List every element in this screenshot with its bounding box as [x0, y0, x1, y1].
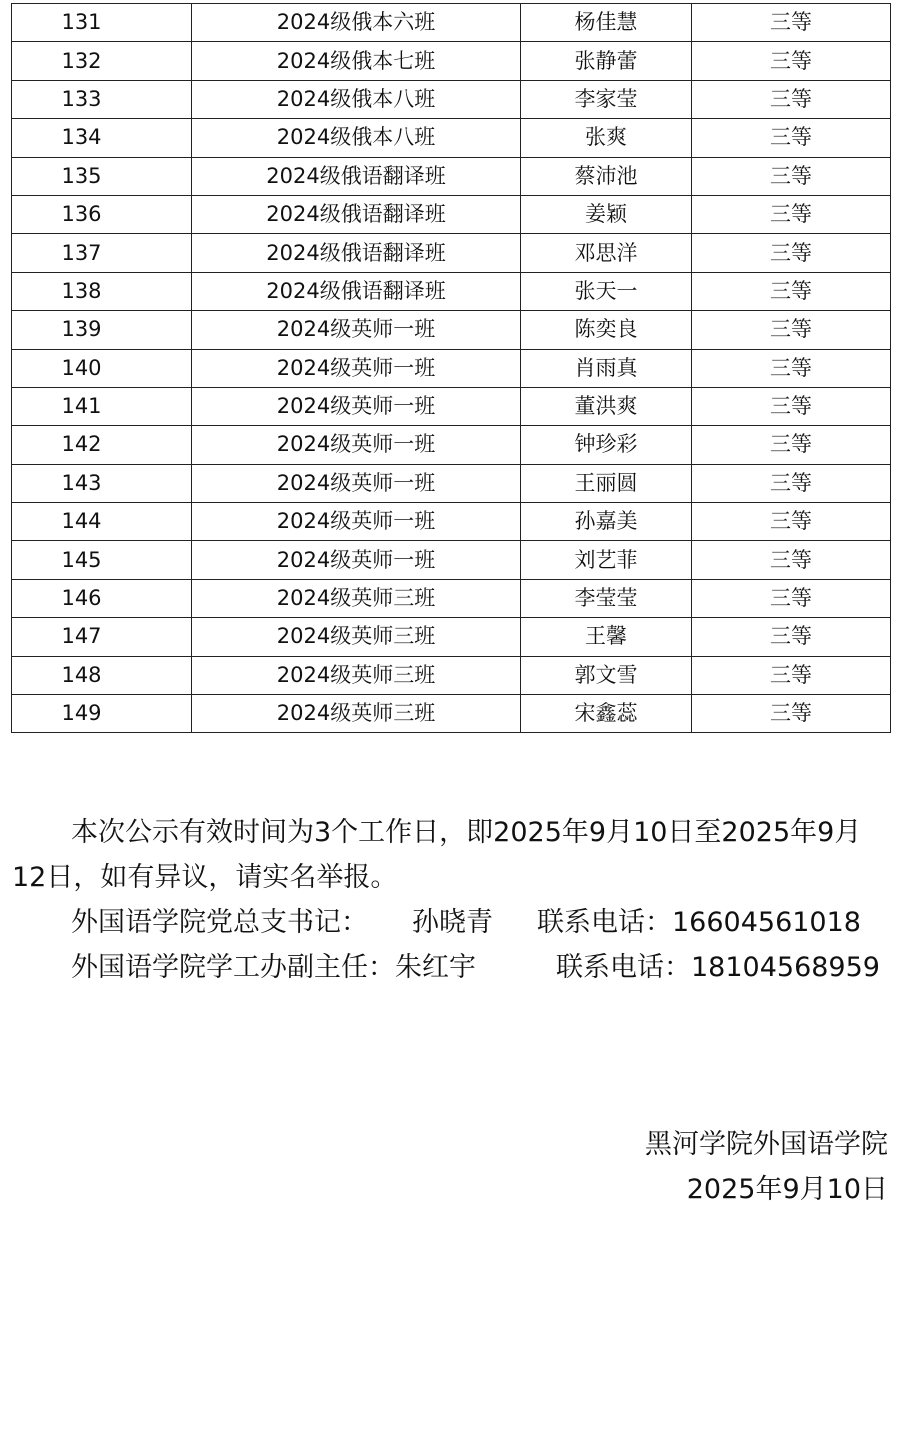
row-class: 2024级俄语翻译班 [192, 272, 521, 310]
contact-secretary [12, 900, 892, 945]
row-award-level: 三等 [692, 656, 891, 694]
contact-deputy-phone: 18104568959 [691, 952, 880, 983]
table-row [12, 503, 891, 541]
row-award-level: 三等 [692, 272, 891, 310]
row-award-level: 三等 [692, 349, 891, 387]
row-class: 2024级俄本六班 [192, 4, 521, 42]
row-student-name: 王丽圆 [521, 464, 692, 502]
row-number: 133 [12, 80, 192, 118]
contact-deputy-name: 朱红宇 [395, 952, 476, 983]
table-row [12, 4, 891, 42]
row-class: 2024级俄语翻译班 [192, 234, 521, 272]
row-award-level: 三等 [692, 541, 891, 579]
row-class: 2024级英师一班 [192, 464, 521, 502]
row-award-level: 三等 [692, 4, 891, 42]
table-row [12, 541, 891, 579]
contact-secretary-role: 外国语学院党总支书记： [71, 907, 368, 938]
row-class: 2024级英师三班 [192, 695, 521, 733]
table-row [12, 464, 891, 502]
row-student-name: 钟珍彩 [521, 426, 692, 464]
contact-deputy [12, 945, 892, 990]
row-number: 141 [12, 387, 192, 425]
row-award-level: 三等 [692, 80, 891, 118]
row-award-level: 三等 [692, 579, 891, 617]
table-row [12, 157, 891, 195]
row-student-name: 姜颖 [521, 195, 692, 233]
row-class: 2024级俄语翻译班 [192, 157, 521, 195]
table-row [12, 579, 891, 617]
row-student-name: 张天一 [521, 272, 692, 310]
table-row [12, 695, 891, 733]
row-class: 2024级英师一班 [192, 349, 521, 387]
row-class: 2024级英师一班 [192, 387, 521, 425]
table-row [12, 618, 891, 656]
signature-date: 2025年9月10日 [686, 1174, 888, 1205]
row-award-level: 三等 [692, 618, 891, 656]
table-row [12, 80, 891, 118]
row-student-name: 宋鑫蕊 [521, 695, 692, 733]
row-student-name: 杨佳慧 [521, 4, 692, 42]
row-award-level: 三等 [692, 119, 891, 157]
row-number: 140 [12, 349, 192, 387]
row-class: 2024级俄本七班 [192, 42, 521, 80]
row-student-name: 蔡沛池 [521, 157, 692, 195]
notice-period [12, 810, 892, 900]
row-number: 134 [12, 119, 192, 157]
table-row [12, 387, 891, 425]
contact-secretary-name: 孙晓青 [412, 907, 493, 938]
row-class: 2024级俄语翻译班 [192, 195, 521, 233]
row-class: 2024级俄本八班 [192, 80, 521, 118]
table-row [12, 656, 891, 694]
row-award-level: 三等 [692, 503, 891, 541]
row-student-name: 邓思洋 [521, 234, 692, 272]
row-class: 2024级英师三班 [192, 656, 521, 694]
row-student-name: 李莹莹 [521, 579, 692, 617]
table-row [12, 119, 891, 157]
row-student-name: 陈奕良 [521, 311, 692, 349]
row-number: 147 [12, 618, 192, 656]
contact-secretary-phone: 16604561018 [672, 907, 861, 938]
contact-secretary-phone-label: 联系电话： [537, 907, 672, 938]
row-student-name: 张静蕾 [521, 42, 692, 80]
row-award-level: 三等 [692, 42, 891, 80]
award-table-body [12, 4, 891, 733]
row-student-name: 董洪爽 [521, 387, 692, 425]
row-number: 137 [12, 234, 192, 272]
row-number: 142 [12, 426, 192, 464]
notice-section [12, 810, 892, 990]
signature-block [645, 1122, 888, 1212]
row-number: 149 [12, 695, 192, 733]
row-number: 148 [12, 656, 192, 694]
row-class: 2024级英师三班 [192, 579, 521, 617]
row-number: 144 [12, 503, 192, 541]
table-row [12, 349, 891, 387]
row-class: 2024级英师一班 [192, 426, 521, 464]
row-class: 2024级英师三班 [192, 618, 521, 656]
row-class: 2024级英师一班 [192, 503, 521, 541]
row-award-level: 三等 [692, 195, 891, 233]
row-number: 139 [12, 311, 192, 349]
row-student-name: 张爽 [521, 119, 692, 157]
table-row [12, 234, 891, 272]
table-row [12, 272, 891, 310]
signature-org: 黑河学院外国语学院 [645, 1129, 888, 1160]
row-number: 143 [12, 464, 192, 502]
row-award-level: 三等 [692, 426, 891, 464]
row-award-level: 三等 [692, 157, 891, 195]
row-student-name: 刘艺菲 [521, 541, 692, 579]
row-student-name: 王馨 [521, 618, 692, 656]
table-row [12, 311, 891, 349]
row-number: 132 [12, 42, 192, 80]
row-award-level: 三等 [692, 234, 891, 272]
award-table [11, 3, 891, 733]
row-number: 136 [12, 195, 192, 233]
row-award-level: 三等 [692, 464, 891, 502]
row-award-level: 三等 [692, 387, 891, 425]
table-row [12, 195, 891, 233]
row-number: 146 [12, 579, 192, 617]
row-number: 138 [12, 272, 192, 310]
row-student-name: 孙嘉美 [521, 503, 692, 541]
row-number: 131 [12, 4, 192, 42]
row-award-level: 三等 [692, 695, 891, 733]
contact-deputy-role: 外国语学院学工办副主任： [71, 952, 395, 983]
row-number: 145 [12, 541, 192, 579]
row-number: 135 [12, 157, 192, 195]
table-row [12, 426, 891, 464]
row-student-name: 李家莹 [521, 80, 692, 118]
row-student-name: 郭文雪 [521, 656, 692, 694]
row-class: 2024级俄本八班 [192, 119, 521, 157]
contact-deputy-phone-label: 联系电话： [556, 952, 691, 983]
row-award-level: 三等 [692, 311, 891, 349]
row-class: 2024级英师一班 [192, 311, 521, 349]
notice-period-text: 本次公示有效时间为3个工作日，即2025年9月10日至2025年9月12日，如有异议，请实名举报。 [12, 817, 862, 893]
row-class: 2024级英师一班 [192, 541, 521, 579]
row-student-name: 肖雨真 [521, 349, 692, 387]
table-row [12, 42, 891, 80]
